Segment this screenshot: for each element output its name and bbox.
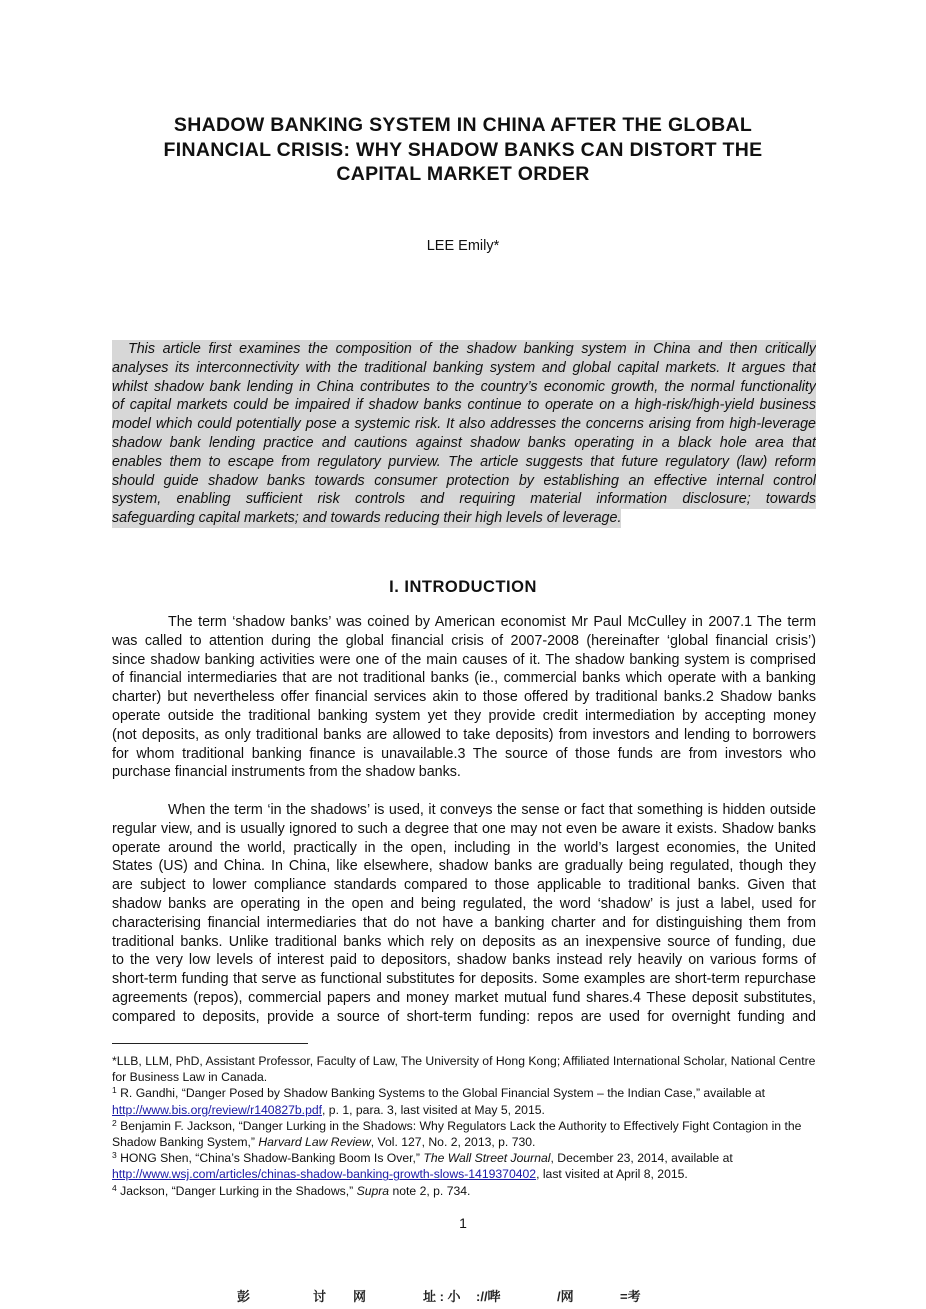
footnote-3 xyxy=(112,1150,816,1182)
paragraph-line: are subject to lower compliance standards compared to those applicable to traditional banks. Given that xyxy=(112,877,816,894)
footnote-author: *LLB, LLM, PhD, Assistant Professor, Faculty of Law, The University of Hong Kong; Affiliated International Scholar, National Centre for Business Law in Canada. xyxy=(112,1054,816,1085)
title-line: SHADOW BANKING SYSTEM IN CHINA AFTER THE GLOBAL xyxy=(173,114,753,136)
watermark-glyph: 讨 xyxy=(313,1289,327,1304)
body-paragraph xyxy=(112,801,816,1027)
footnote-text: note 2, p. 734. xyxy=(392,1183,471,1198)
abstract-line: This article first examines the composition of the shadow banking system in China and then critically xyxy=(112,340,816,359)
paragraph-line: (not deposits, as only traditional banks are allowed to take deposits) from investors and lending to borrowers xyxy=(112,726,816,743)
paragraph-line: since shadow banking activities were one of the main causes of it. The shadow banking system is comprised xyxy=(112,651,816,668)
paragraph-line: The term ‘shadow banks’ was coined by American economist Mr Paul McCulley in 2007.1 The term xyxy=(168,614,816,630)
paragraph-line: regular view, and is usually ignored to such a degree that one may not even be aware it exists. Shadow banks xyxy=(112,820,816,837)
paragraph-line: short-term funding that serve as functional substitutes for deposits. Some examples are short-term repurchase xyxy=(112,971,816,988)
title-line: CAPITAL MARKET ORDER xyxy=(336,163,590,185)
abstract-line: system, enabling sufficient risk controls and requiring material information disclosure; towards xyxy=(112,491,816,508)
author-name: LEE Emily* xyxy=(426,238,500,254)
paragraph-line: characterising financial intermediaries that do not have a banking charter and for distinguishing them from xyxy=(112,914,816,931)
footnote-text: R. Gandhi, “Danger Posed by Shadow Banking Systems to the Global Financial System – the Indian Case,” available at xyxy=(120,1086,766,1101)
paragraph-line: was called to attention during the global financial crisis of 2007-2008 (hereinafter ‘global financial crisis’) xyxy=(112,632,816,649)
paragraph-line: to the very low levels of interest paid to depositors, shadow banks instead rely heavily on various forms of xyxy=(112,952,816,969)
abstract-line: of capital markets could be impaired if shadow banks continue to operate on a high-risk/high-yield business xyxy=(112,397,816,414)
footnote-1 xyxy=(112,1085,816,1117)
footnote-link[interactable]: http://www.bis.org/review/r140827b.pdf xyxy=(112,1102,323,1117)
footnote-text: , December 23, 2014, available at xyxy=(550,1151,733,1166)
watermark-glyph: ://哔 xyxy=(476,1289,501,1304)
footnote-number: 4 xyxy=(112,1182,117,1193)
page-number: 1 xyxy=(459,1215,467,1231)
paragraph-line: compared to deposits, provide a source of short-term funding: repos are used for overnight funding and xyxy=(112,1008,816,1025)
footnote-2 xyxy=(112,1118,816,1150)
paragraph-line: traditional banks. Unlike traditional banks which rely on deposits as an inexpensive source of funding, due xyxy=(112,933,816,950)
paper-title xyxy=(112,113,814,187)
paragraph-line: charter) but nevertheless offer financial services akin to those offered by traditional banks.2 Shadow banks xyxy=(112,689,816,706)
footnote-text: , last visited at April 8, 2015. xyxy=(536,1167,688,1182)
paragraph-line: of financial intermediaries that are not traditional banks (ie., commercial banks which operate with a banking xyxy=(112,670,816,687)
footnote-text: Jackson, “Danger Lurking in the Shadows,” xyxy=(120,1183,354,1198)
footnote-number: 2 xyxy=(112,1117,117,1128)
abstract-line: shadow bank lending practice and cautions against shadow banks operating in a black hole area that xyxy=(112,434,816,451)
body-paragraph xyxy=(112,613,816,782)
abstract-line: analyses its interconnectivity with the traditional banking system and global capital markets. It argues that xyxy=(112,359,816,376)
abstract-line: safeguarding capital markets; and towards reducing their high levels of leverage. xyxy=(112,510,622,527)
abstract-line: model which could potentially pose a systemic risk. It also addresses the concerns arising from high-leverage xyxy=(112,416,816,433)
footnote-journal: The Wall Street Journal xyxy=(423,1151,551,1166)
title-line: FINANCIAL CRISIS: WHY SHADOW BANKS CAN DISTORT THE xyxy=(163,138,763,161)
watermark-glyph: 址 : 小 xyxy=(423,1289,461,1304)
footnote-4 xyxy=(112,1183,816,1199)
paragraph-line: operate outside the traditional banking system yet they provide credit intermediation by accepting money xyxy=(112,707,816,724)
watermark-glyph: 网 xyxy=(353,1289,367,1304)
footnote-text: , p. 1, para. 3, last visited at May 5, 2015. xyxy=(322,1102,545,1117)
footnote-link[interactable]: http://www.wsj.com/articles/chinas-shadow-banking-growth-slows-1419370402 xyxy=(112,1167,537,1182)
paragraph-line: shadow banks are operating in the open and being regulated, the word ‘shadow’ is just a label, used for xyxy=(112,895,816,912)
footnote-number: 3 xyxy=(112,1150,117,1161)
abstract xyxy=(112,340,816,534)
footnote-number: 1 xyxy=(112,1085,117,1096)
paragraph-line: purchase financial instruments from the shadow banks. xyxy=(112,764,461,781)
abstract-line: whilst shadow bank lending in China contributes to the country’s economic growth, the normal functionality xyxy=(112,378,816,395)
abstract-line: enables them to escape from regulatory purview. The article suggests that future regulatory (law) reform xyxy=(112,453,816,470)
footnote-supra: Supra xyxy=(356,1183,390,1198)
watermark-glyph: 彭 xyxy=(237,1289,251,1304)
paragraph-line: States (US) and China. In China, like elsewhere, shadow banks are gradually being regulated, though they xyxy=(112,858,816,875)
footnote-text: HONG Shen, “China’s Shadow-Banking Boom Is Over,” xyxy=(120,1151,420,1166)
watermark-glyph: /网 xyxy=(557,1289,574,1304)
paragraph-line: for whom traditional banking finance is unavailable.3 The source of those funds are from investors who xyxy=(112,745,816,762)
footnote-text: , Vol. 127, No. 2, 2013, p. 730. xyxy=(370,1135,536,1150)
section-heading: I. INTRODUCTION xyxy=(389,578,537,596)
footnote-divider xyxy=(112,1043,308,1044)
paragraph-line: When the term ‘in the shadows’ is used, it conveys the sense or fact that something is hidden outside xyxy=(168,802,816,818)
watermark-glyph: =考 xyxy=(620,1289,641,1304)
footnote-journal: Harvard Law Review xyxy=(258,1135,371,1150)
abstract-line: should guide shadow banks towards consumer protection by establishing an effective internal control xyxy=(112,472,816,489)
footnotes xyxy=(112,1053,816,1199)
footnote-text: Benjamin F. Jackson, “Danger Lurking in the Shadows: Why Regulators Lack the Authority to Effectively Fight Contagion in the Shadow Banking System,” xyxy=(112,1118,802,1150)
paragraph-line: operate around the world, practically in the open, including in the world’s largest economies, the United xyxy=(112,839,816,856)
paragraph-line: agreements (repos), commercial papers and money market mutual fund shares.4 These deposit substitutes, xyxy=(112,989,816,1006)
